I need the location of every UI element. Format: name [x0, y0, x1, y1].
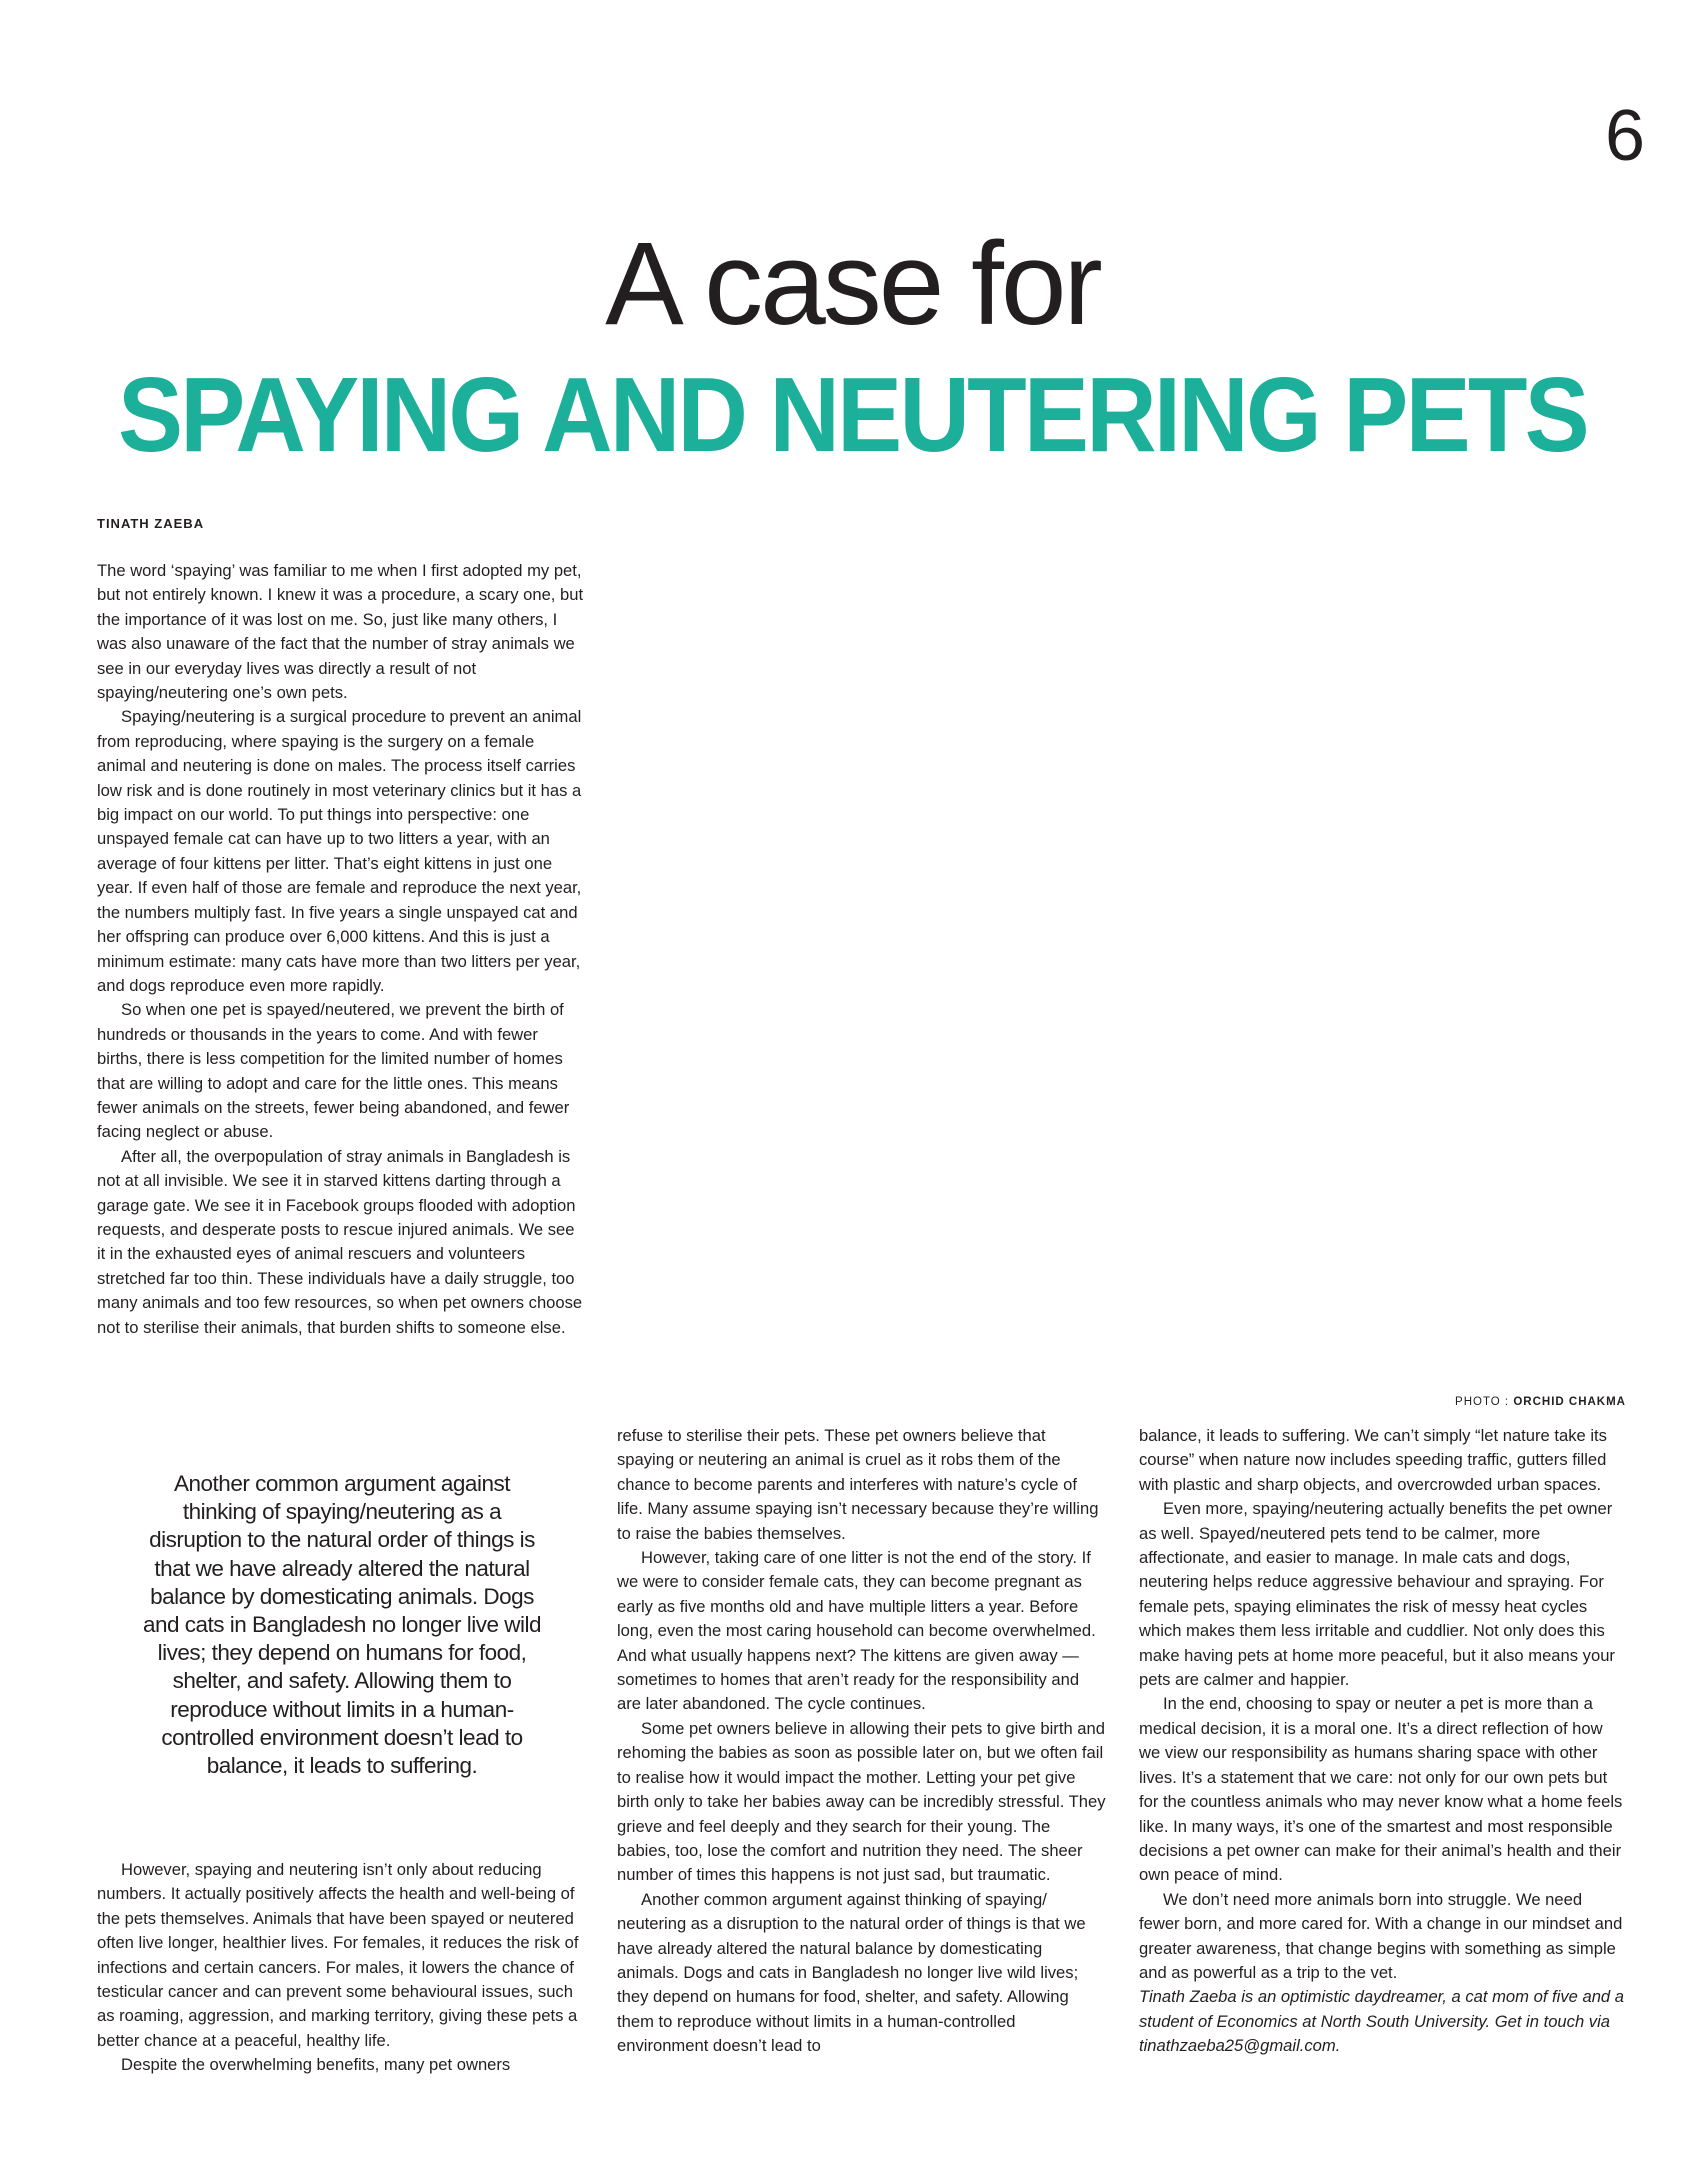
- pull-quote: Another common argument against thinking of spaying/neutering as a disruption to the natural order of things is that we have already altered the natural balance by domesticating animals. Dogs and cats in Bangladesh no longer live wild lives; they depend on humans for food, shelter, and safety. Allowing them to reproduce without limits in a human-controlled environment doesn’t lead to balance, it leads to suffering.: [142, 1471, 542, 1779]
- author-bio: Tinath Zaeba is an optimistic daydreamer, a cat mom of five and a student of Economics at North South University. Get in touch via tinathzaeba25@gmail.com.: [1139, 1987, 1624, 2056]
- paragraph: refuse to sterilise their pets. These pet owners believe that spaying or neutering an animal is cruel as it robs them of the chance to become parents and interferes with nature’s cycle of life. Many assume spaying isn’t necessary because they’re willing to raise the babies themselves.: [617, 1426, 1099, 1543]
- paragraph: After all, the overpopulation of stray animals in Bangladesh is not at all invisible. We see it in starved kittens darting through a garage gate. We see it in Facebook groups flooded with adoption requests, and desperate posts to rescue injured animals. We see it in the exhausted eyes of animal rescuers and volunteers stretched far too thin. These individuals have a daily struggle, too many animals and too few resources, so when pet owners choose not to sterilise their animals, that burden shifts to someone else.: [97, 1146, 583, 1337]
- paragraph: We don’t need more animals born into struggle. We need fewer born, and more cared for. With a change in our mindset and greater awareness, that change begins with something as simple and as powerful as a trip to the vet.: [1139, 1889, 1623, 1982]
- body-column-3: [1139, 1424, 1624, 2059]
- paragraph: The word ‘spaying’ was familiar to me when I first adopted my pet, but not entirely known. I knew it was a procedure, a scary one, but the importance of it was lost on me. So, just like many others, I was also unaware of the fact that the number of stray animals we see in our everyday lives was directly a result of not spaying/neutering one’s own pets.: [97, 561, 584, 703]
- page-number: 6: [1604, 96, 1645, 176]
- byline: TINATH ZAEBA: [97, 516, 205, 531]
- headline-title: SPAYING AND NEUTERING PETS: [118, 356, 1587, 474]
- body-column-2: [617, 1424, 1107, 2059]
- paragraph: Spaying/neutering is a surgical procedure to prevent an animal from reproducing, where spaying is the surgery on a female animal and neutering is done on males. The process itself carries low risk and is done routinely in most veterinary clinics but it has a big impact on our world. To put things into perspective: one unspayed female cat can have up to two litters a year, with an average of four kittens per litter. That’s eight kittens in just one year. If even half of those are female and reproduce the next year, the numbers multiply fast. In five years a single unspayed cat and her offspring can produce over 6,000 kittens. And this is just a minimum estimate: many cats have more than two litters per year, and dogs reproduce even more rapidly.: [97, 707, 582, 995]
- paragraph: In the end, choosing to spay or neuter a pet is more than a medical decision, it is a moral one. It’s a direct reflection of how we view our responsibility as humans sharing space with other lives. It’s a statement that we care: not only for our own pets but for the countless animals who may never know what a home feels like. In many ways, it’s one of the smartest and most responsible decisions a pet owner can make for their animal’s health and their own peace of mind.: [1139, 1694, 1623, 1885]
- paragraph: However, taking care of one litter is not the end of the story. If we were to consider female cats, they can become pregnant as early as five months old and have multiple litters a year. Before long, even the most caring household can become overwhelmed. And what usually happens next? The kittens are given away — sometimes to homes that aren’t ready for the responsibility and are later abandoned. The cycle continues.: [617, 1548, 1096, 1714]
- article-photo: [625, 525, 1625, 1380]
- paragraph: So when one pet is spayed/neutered, we prevent the birth of hundreds or thousands in the years to come. And with fewer births, there is less competition for the limited number of homes that are willing to adopt and care for the little ones. This means fewer animals on the streets, fewer being abandoned, and fewer facing neglect or abuse.: [97, 1000, 570, 1142]
- photo-credit: [1455, 1396, 1626, 1408]
- photo-credit-name: ORCHID CHAKMA: [1513, 1396, 1626, 1408]
- paragraph: Even more, spaying/neutering actually benefits the pet owner as well. Spayed/neutered pets tend to be calmer, more affectionate, and easier to manage. In male cats and dogs, neutering helps reduce aggressive behaviour and spraying. For female pets, spaying eliminates the risk of messy heat cycles which makes them less irritable and cuddlier. Not only does this make having pets at home more peaceful, but it also means your pets are calmer and happier.: [1139, 1499, 1615, 1690]
- photo-credit-label: PHOTO :: [1455, 1396, 1510, 1408]
- paragraph: Some pet owners believe in allowing their pets to give birth and rehoming the babies as soon as possible later on, but we often fail to realise how it would impact the mother. Letting your pet give birth only to take her babies away can be incredibly stressful. They grieve and feel deeply and they search for their young. The babies, too, lose the comfort and nutrition they need. The sheer number of times this happens is not just sad, but traumatic.: [617, 1718, 1106, 1885]
- body-column-1-bottom: [97, 1858, 587, 2078]
- paragraph: Despite the overwhelming benefits, many pet owners: [121, 2055, 511, 2075]
- body-column-1: [97, 559, 587, 1340]
- headline-kicker: A case for: [605, 218, 1100, 350]
- paragraph: balance, it leads to suffering. We can’t simply “let nature take its course” when nature now includes speeding traffic, gutters filled with plastic and sharp objects, and overcrowded urban spaces.: [1139, 1426, 1607, 1494]
- paragraph: However, spaying and neutering isn’t only about reducing numbers. It actually positively affects the health and well-being of the pets themselves. Animals that have been spayed or neutered often live longer, healthier lives. For females, it reduces the risk of infections and certain cancers. For males, it lowers the chance of testicular cancer and can prevent some behavioural issues, such as roaming, aggression, and marking territory, giving these pets a better chance at a peaceful, healthy life.: [97, 1860, 579, 2050]
- paragraph: Another common argument against thinking of spaying/ neutering as a disruption to the natural order of things is that we have already altered the natural balance by domesticating animals. Dogs and cats in Bangladesh no longer live wild lives; they depend on humans for food, shelter, and safety. Allowing them to reproduce without limits in a human-controlled environment doesn’t lead to: [617, 1889, 1086, 2056]
